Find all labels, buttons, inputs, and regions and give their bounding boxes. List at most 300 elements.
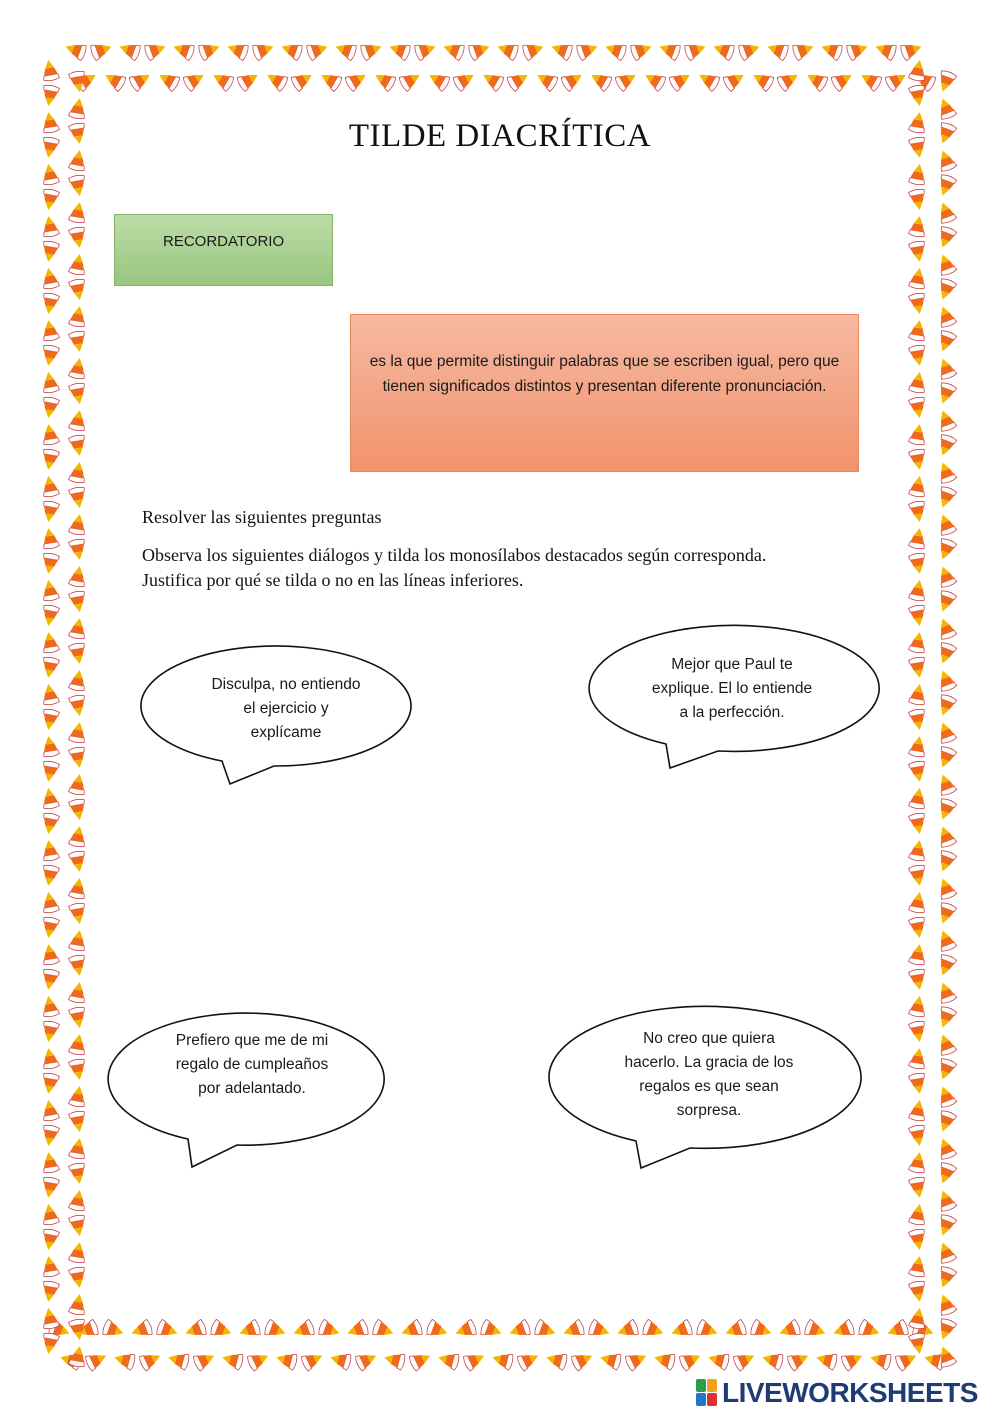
candy-corn-icon: [695, 68, 721, 92]
candy-corn-icon: [908, 500, 927, 523]
candy-corn-icon: [830, 68, 856, 92]
candy-corn-icon: [722, 68, 748, 92]
candy-corn-icon: [908, 240, 927, 263]
candy-corn-icon: [908, 448, 927, 471]
candy-corn-icon: [884, 68, 910, 92]
candy-corn-icon: [935, 1213, 957, 1238]
candy-corn-icon: [129, 1319, 154, 1341]
candy-corn-icon: [935, 564, 957, 589]
candy-corn-icon: [908, 1176, 927, 1199]
candy-corn-icon: [68, 773, 87, 796]
candy-corn-icon: [425, 68, 451, 92]
speech-bubble-text: Disculpa, no entiendo el ejercicio y explícame: [211, 676, 361, 741]
candy-corn-icon: [40, 423, 59, 446]
candy-corn-icon: [399, 1319, 424, 1341]
candy-corn-icon: [549, 39, 574, 61]
candy-corn-icon: [479, 68, 505, 92]
candy-corn-icon: [68, 825, 87, 848]
candy-corn-icon: [533, 68, 559, 92]
candy-corn-icon: [935, 1109, 957, 1134]
candy-corn-icon: [425, 1319, 450, 1341]
candy-corn-icon: [40, 267, 59, 290]
candy-corn-icon: [40, 864, 59, 887]
candy-corn-icon: [300, 1349, 325, 1372]
candy-corn-icon: [40, 839, 59, 862]
candy-corn-icon: [908, 292, 927, 315]
candy-corn-icon: [657, 39, 682, 61]
candy-corn-icon: [935, 96, 957, 121]
candy-corn-icon: [40, 995, 59, 1018]
candy-corn-icon: [495, 39, 520, 61]
candy-corn-icon: [908, 1099, 927, 1122]
candy-corn-icon: [68, 1293, 87, 1316]
candy-corn-icon: [831, 1319, 856, 1341]
candy-corn-icon: [935, 693, 957, 718]
candy-corn-icon: [873, 39, 898, 61]
candy-corn-icon: [908, 943, 927, 966]
instruction-justify: Justifica por qué se tilda o no en las líneas inferiores.: [142, 570, 524, 590]
candy-corn-icon: [40, 1307, 59, 1330]
candy-corn-icon: [935, 772, 957, 797]
candy-corn-icon: [155, 68, 181, 92]
candy-corn-icon: [291, 1319, 316, 1341]
candy-corn-icon: [803, 68, 829, 92]
candy-corn-icon: [40, 500, 59, 523]
candy-corn-icon: [387, 39, 412, 61]
candy-corn-icon: [263, 68, 289, 92]
candy-corn-icon: [935, 512, 957, 537]
candy-corn-icon: [908, 1280, 927, 1303]
candy-corn-icon: [479, 1319, 504, 1341]
candy-corn-icon: [935, 69, 957, 94]
candy-corn-icon: [40, 1203, 59, 1226]
candy-corn-icon: [68, 1033, 87, 1056]
candy-corn-icon: [345, 1319, 370, 1341]
candy-corn-icon: [857, 1319, 882, 1341]
candy-corn-icon: [935, 616, 957, 641]
candy-corn-icon: [68, 981, 87, 1004]
candy-corn-icon: [935, 641, 957, 666]
candy-corn-icon: [40, 163, 59, 186]
candy-corn-icon: [40, 735, 59, 758]
candy-corn-icon: [68, 305, 87, 328]
candy-corn-icon: [908, 552, 927, 575]
candy-corn-icon: [711, 39, 736, 61]
candy-corn-icon: [908, 968, 927, 991]
liveworksheets-logo: [696, 1376, 996, 1410]
candy-corn-icon: [40, 1047, 59, 1070]
candy-corn-icon: [251, 39, 276, 61]
candy-corn-icon: [935, 304, 957, 329]
candy-corn-icon: [220, 1350, 244, 1371]
speech-bubble-1: [150, 640, 424, 785]
speech-bubble-text: Mejor que Paul te explique. El lo entiende a la perfección.: [651, 656, 813, 721]
candy-corn-icon: [908, 267, 927, 290]
candy-corn-icon: [128, 68, 154, 92]
candy-corn-icon: [328, 1350, 352, 1371]
candy-corn-icon: [40, 683, 59, 706]
speech-bubble-text: No creo que quiera hacerlo. La gracia de los regalos es que sean sorpresa.: [624, 1030, 794, 1119]
watermark-text: LIVEWORKSHEETS: [722, 1377, 978, 1408]
candy-corn-icon: [453, 1319, 478, 1341]
candy-corn-icon: [68, 330, 87, 353]
candy-corn-icon: [935, 980, 957, 1005]
candy-corn-icon: [40, 968, 59, 991]
candy-corn-icon: [68, 434, 87, 457]
candy-corn-icon: [777, 1319, 802, 1341]
candy-corn-icon: [68, 1006, 87, 1029]
candy-corn-icon: [371, 68, 397, 92]
candy-corn-icon: [615, 1319, 640, 1341]
candy-corn-icon: [40, 812, 59, 835]
candy-corn-icon: [935, 1084, 957, 1109]
candy-corn-icon: [441, 39, 466, 61]
candy-corn-icon: [68, 461, 87, 484]
candy-corn-icon: [683, 39, 708, 61]
candy-corn-icon: [40, 943, 59, 966]
candy-corn-icon: [40, 84, 59, 107]
candy-corn-icon: [68, 617, 87, 640]
candy-corn-icon: [908, 735, 927, 758]
candy-corn-icon: [908, 423, 927, 446]
candy-corn-icon: [669, 1319, 694, 1341]
candy-corn-icon: [765, 39, 790, 61]
definition-text: es la que permite distinguir palabras que se escriben igual, pero que tienen significados distintos y presentan diferente pronunciación.: [369, 353, 840, 395]
candy-corn-icon: [935, 252, 957, 277]
candy-corn-icon: [436, 1350, 460, 1371]
candy-corn-icon: [570, 1349, 595, 1372]
candy-corn-icon: [598, 1350, 622, 1371]
candy-corn-icon: [935, 1265, 957, 1290]
candy-corn-icon: [908, 371, 927, 394]
candy-corn-icon: [40, 448, 59, 471]
candy-corn-icon: [908, 839, 927, 862]
live-badge-icon: [696, 1379, 718, 1407]
candy-corn-icon: [935, 1240, 957, 1265]
candy-corn-icon: [40, 1020, 59, 1043]
candy-corn-icon: [40, 292, 59, 315]
candy-corn-icon: [317, 1319, 342, 1341]
candy-corn-icon: [935, 1188, 957, 1213]
candy-corn-icon: [68, 877, 87, 900]
candy-corn-icon: [398, 68, 424, 92]
candy-corn-icon: [155, 1319, 180, 1341]
candy-corn-icon: [935, 1136, 957, 1161]
candy-corn-icon: [68, 902, 87, 925]
candy-corn-icon: [68, 565, 87, 588]
candy-corn-icon: [899, 39, 924, 61]
candy-corn-icon: [166, 1350, 190, 1371]
candy-corn-icon: [183, 1319, 208, 1341]
candy-corn-icon: [40, 787, 59, 810]
candy-corn-icon: [935, 356, 957, 381]
candy-corn-icon: [908, 891, 927, 914]
instruction-observe: Observa los siguientes diálogos y tilda los monosílabos destacados según corresponda.: [142, 545, 767, 565]
candy-corn-icon: [791, 39, 816, 61]
candy-corn-icon: [840, 1349, 865, 1372]
candy-corn-icon: [317, 68, 343, 92]
candy-corn-icon: [40, 396, 59, 419]
candy-corn-icon: [587, 68, 613, 92]
candy-corn-icon: [68, 1137, 87, 1160]
candy-corn-icon: [935, 876, 957, 901]
candy-corn-icon: [40, 604, 59, 627]
candy-corn-icon: [935, 901, 957, 926]
candy-corn-icon: [908, 579, 927, 602]
candy-corn-icon: [935, 1032, 957, 1057]
candy-corn-icon: [68, 798, 87, 821]
candy-corn-icon: [908, 527, 927, 550]
candy-corn-icon: [408, 1349, 433, 1372]
candy-corn-icon: [68, 174, 87, 197]
candy-corn-icon: [935, 720, 957, 745]
candy-corn-icon: [40, 215, 59, 238]
candy-corn-icon: [68, 538, 87, 561]
candy-corn-icon: [575, 39, 600, 61]
candy-corn-icon: [935, 408, 957, 433]
candy-corn-icon: [101, 68, 127, 92]
instruction-resolve: Resolver las siguientes preguntas: [142, 507, 382, 527]
candy-corn-icon: [68, 97, 87, 120]
candy-corn-icon: [112, 1350, 136, 1371]
candy-corn-icon: [908, 1228, 927, 1251]
candy-corn-icon: [68, 486, 87, 509]
candy-corn-icon: [68, 1162, 87, 1185]
candy-corn-icon: [507, 1319, 532, 1341]
candy-corn-icon: [845, 39, 870, 61]
candy-corn-icon: [629, 39, 654, 61]
candy-corn-icon: [182, 68, 208, 92]
candy-corn-icon: [908, 604, 927, 627]
candy-corn-icon: [935, 485, 957, 510]
candy-corn-icon: [68, 694, 87, 717]
candy-corn-icon: [279, 39, 304, 61]
candy-corn-icon: [908, 215, 927, 238]
candy-corn-icon: [290, 68, 316, 92]
candy-corn-icon: [68, 1110, 87, 1133]
candy-corn-icon: [894, 1349, 919, 1372]
candy-corn-icon: [908, 1203, 927, 1226]
candy-corn-icon: [237, 1319, 262, 1341]
candy-corn-icon: [760, 1350, 784, 1371]
candy-corn-icon: [521, 39, 546, 61]
candy-corn-icon: [40, 240, 59, 263]
candy-corn-icon: [68, 954, 87, 977]
candy-corn-icon: [560, 68, 586, 92]
candy-corn-icon: [68, 1241, 87, 1264]
candy-corn-icon: [40, 1255, 59, 1278]
candy-corn-icon: [908, 708, 927, 731]
candy-corn-icon: [935, 433, 957, 458]
candy-corn-icon: [908, 1072, 927, 1095]
candy-corn-icon: [344, 68, 370, 92]
definition-box: [350, 314, 859, 472]
candy-corn-icon: [678, 1349, 703, 1372]
candy-corn-icon: [935, 277, 957, 302]
candy-corn-icon: [533, 1319, 558, 1341]
candy-corn-icon: [908, 656, 927, 679]
candy-corn-icon: [40, 527, 59, 550]
candy-corn-icon: [84, 1349, 109, 1372]
candy-corn-icon: [359, 39, 384, 61]
candy-corn-icon: [908, 188, 927, 211]
candy-corn-icon: [935, 1057, 957, 1082]
speech-bubble-text: Prefiero que me de mi regalo de cumpleaños por adelantado.: [175, 1032, 329, 1097]
candy-corn-icon: [68, 382, 87, 405]
candy-corn-icon: [908, 1151, 927, 1174]
candy-corn-icon: [908, 995, 927, 1018]
candy-corn-icon: [749, 68, 775, 92]
candy-corn-icon: [138, 1349, 163, 1372]
candy-corn-icon: [732, 1349, 757, 1372]
candy-corn-icon: [68, 1266, 87, 1289]
candy-corn-icon: [908, 475, 927, 498]
candy-corn-icon: [641, 1319, 666, 1341]
candy-corn-icon: [935, 824, 957, 849]
candy-corn-icon: [935, 953, 957, 978]
candy-corn-icon: [333, 39, 358, 61]
candy-corn-icon: [209, 1319, 234, 1341]
candy-corn-icon: [935, 1292, 957, 1317]
candy-corn-icon: [935, 460, 957, 485]
candy-corn-icon: [803, 1319, 828, 1341]
candy-corn-icon: [68, 201, 87, 224]
candy-corn-icon: [68, 850, 87, 873]
candy-corn-icon: [868, 1350, 892, 1371]
candy-corn-icon: [908, 864, 927, 887]
candy-corn-icon: [89, 39, 114, 61]
candy-corn-icon: [40, 760, 59, 783]
candy-corn-icon: [908, 1020, 927, 1043]
candy-corn-icon: [737, 39, 762, 61]
candy-corn-icon: [40, 344, 59, 367]
candy-corn-icon: [40, 631, 59, 654]
candy-corn-icon: [652, 1350, 676, 1371]
candy-corn-icon: [40, 1176, 59, 1199]
speech-bubble-2: [585, 615, 879, 770]
candy-corn-icon: [68, 746, 87, 769]
candy-corn-icon: [908, 683, 927, 706]
candy-corn-icon: [40, 1099, 59, 1122]
candy-corn-icon: [192, 1349, 217, 1372]
speech-bubble-3: [112, 1007, 392, 1169]
candy-corn-icon: [935, 589, 957, 614]
candy-corn-icon: [225, 39, 250, 61]
candy-corn-icon: [40, 475, 59, 498]
candy-corn-icon: [641, 68, 667, 92]
reminder-label: RECORDATORIO: [163, 233, 285, 250]
candy-corn-icon: [695, 1319, 720, 1341]
candy-corn-icon: [935, 381, 957, 406]
candy-corn-icon: [908, 760, 927, 783]
candy-corn-icon: [68, 642, 87, 665]
candy-corn-icon: [40, 656, 59, 679]
candy-corn-icon: [935, 1005, 957, 1030]
candy-corn-icon: [40, 59, 59, 82]
candy-corn-icon: [935, 225, 957, 250]
candy-corn-icon: [40, 708, 59, 731]
candy-corn-icon: [935, 745, 957, 770]
candy-corn-icon: [723, 1319, 748, 1341]
candy-corn-icon: [516, 1349, 541, 1372]
candy-corn-icon: [40, 1280, 59, 1303]
candy-corn-icon: [749, 1319, 774, 1341]
candy-corn-icon: [117, 39, 142, 61]
candy-corn-icon: [236, 68, 262, 92]
candy-corn-icon: [908, 344, 927, 367]
candy-corn-icon: [382, 1350, 406, 1371]
candy-corn-icon: [614, 68, 640, 92]
candy-corn-icon: [68, 513, 87, 536]
candy-corn-icon: [908, 631, 927, 654]
candy-corn-icon: [68, 1214, 87, 1237]
candy-corn-icon: [776, 68, 802, 92]
candy-corn-icon: [40, 891, 59, 914]
candy-corn-icon: [908, 319, 927, 342]
candy-corn-icon: [935, 849, 957, 874]
candy-corn-icon: [935, 668, 957, 693]
candy-corn-icon: [935, 200, 957, 225]
candy-corn-icon: [935, 329, 957, 354]
candy-corn-icon: [857, 68, 883, 92]
candy-corn-icon: [40, 1072, 59, 1095]
candy-corn-icon: [40, 371, 59, 394]
candy-corn-icon: [814, 1350, 838, 1371]
candy-corn-icon: [908, 787, 927, 810]
candy-corn-icon: [413, 39, 438, 61]
candy-corn-icon: [305, 39, 330, 61]
candy-corn-icon: [908, 1047, 927, 1070]
candy-corn-icon: [40, 1124, 59, 1147]
candy-corn-icon: [68, 409, 87, 432]
candy-corn-icon: [68, 1058, 87, 1081]
candy-corn-icon: [908, 916, 927, 939]
candy-corn-icon: [68, 278, 87, 301]
candy-corn-icon: [908, 163, 927, 186]
candy-corn-icon: [68, 253, 87, 276]
candy-corn-icon: [603, 39, 628, 61]
candy-corn-icon: [624, 1349, 649, 1372]
candy-corn-icon: [40, 579, 59, 602]
candy-corn-icon: [935, 1161, 957, 1186]
candy-corn-icon: [68, 1189, 87, 1212]
candy-corn-icon: [935, 537, 957, 562]
candy-corn-icon: [68, 721, 87, 744]
candy-corn-icon: [462, 1349, 487, 1372]
candy-corn-icon: [101, 1319, 126, 1341]
candy-corn-icon: [246, 1349, 271, 1372]
candy-corn-icon: [68, 226, 87, 249]
candy-corn-icon: [263, 1319, 288, 1341]
candy-corn-icon: [354, 1349, 379, 1372]
candy-corn-icon: [908, 1124, 927, 1147]
candy-corn-icon: [668, 68, 694, 92]
candy-corn-icon: [371, 1319, 396, 1341]
candy-corn-icon: [63, 39, 88, 61]
candy-corn-icon: [908, 1332, 927, 1355]
candy-corn-icon: [935, 173, 957, 198]
candy-corn-icon: [506, 68, 532, 92]
candy-corn-icon: [68, 929, 87, 952]
candy-corn-icon: [908, 1255, 927, 1278]
candy-corn-icon: [935, 928, 957, 953]
candy-corn-icon: [587, 1319, 612, 1341]
candy-corn-icon: [490, 1350, 514, 1371]
reminder-box: [114, 214, 333, 286]
candy-corn-icon: [908, 396, 927, 419]
candy-corn-icon: [68, 357, 87, 380]
candy-corn-icon: [274, 1350, 298, 1371]
